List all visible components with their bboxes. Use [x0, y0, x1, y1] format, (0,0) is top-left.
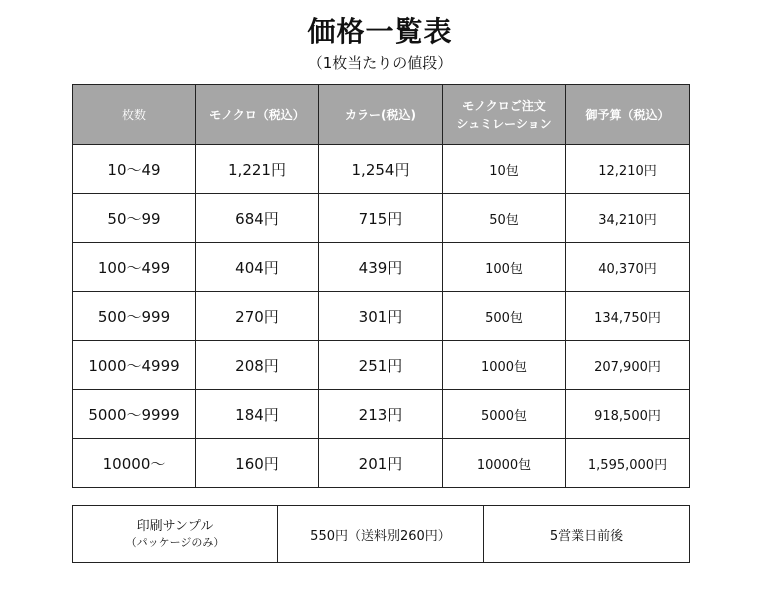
header-color-price: カラー(税込): [319, 85, 443, 145]
cell-mono-price: 404円: [196, 243, 319, 292]
cell-mono-price: 160円: [196, 439, 319, 488]
sample-row: [73, 506, 690, 563]
cell-color-price: 201円: [319, 439, 443, 488]
table-row: [73, 390, 690, 439]
cell-color-price: 301円: [319, 292, 443, 341]
cell-mono-price: 684円: [196, 194, 319, 243]
header-quantity: 枚数: [73, 85, 196, 145]
cell-mono-price: 270円: [196, 292, 319, 341]
cell-mono-price: 208円: [196, 341, 319, 390]
table-row: [73, 194, 690, 243]
cell-simulation: 10000包: [443, 439, 566, 488]
sample-table: [72, 505, 690, 563]
cell-quantity: 5000〜9999: [73, 390, 196, 439]
table-row: [73, 341, 690, 390]
header-mono-price: モノクロ（税込）: [196, 85, 319, 145]
cell-budget: 134,750円: [566, 292, 690, 341]
cell-quantity: 100〜499: [73, 243, 196, 292]
price-table-header-row: [73, 85, 690, 145]
cell-quantity: 500〜999: [73, 292, 196, 341]
cell-color-price: 439円: [319, 243, 443, 292]
page-subtitle: （1枚当たりの値段）: [307, 54, 453, 72]
cell-simulation: 50包: [443, 194, 566, 243]
sample-label-cell: [73, 506, 278, 563]
header-mono-simulation: モノクロご注文 シュミレーション: [443, 85, 566, 145]
sample-delivery: 5営業日前後: [484, 506, 690, 563]
cell-simulation: 100包: [443, 243, 566, 292]
cell-color-price: 251円: [319, 341, 443, 390]
sample-price: 550円（送料別260円）: [278, 506, 484, 563]
cell-color-price: 213円: [319, 390, 443, 439]
cell-budget: 34,210円: [566, 194, 690, 243]
table-row: [73, 439, 690, 488]
page-title: 価格一覧表: [307, 15, 453, 48]
cell-mono-price: 1,221円: [196, 145, 319, 194]
cell-simulation: 10包: [443, 145, 566, 194]
cell-quantity: 1000〜4999: [73, 341, 196, 390]
header-budget: 御予算（税込）: [566, 85, 690, 145]
cell-simulation: 1000包: [443, 341, 566, 390]
price-table: [72, 84, 690, 488]
table-row: [73, 243, 690, 292]
cell-budget: 207,900円: [566, 341, 690, 390]
cell-quantity: 10000〜: [73, 439, 196, 488]
cell-budget: 12,210円: [566, 145, 690, 194]
cell-mono-price: 184円: [196, 390, 319, 439]
cell-budget: 40,370円: [566, 243, 690, 292]
cell-simulation: 5000包: [443, 390, 566, 439]
cell-color-price: 715円: [319, 194, 443, 243]
cell-budget: 1,595,000円: [566, 439, 690, 488]
table-row: [73, 292, 690, 341]
table-row: [73, 145, 690, 194]
cell-quantity: 50〜99: [73, 194, 196, 243]
cell-color-price: 1,254円: [319, 145, 443, 194]
sample-label: 印刷サンプル: [136, 519, 214, 534]
cell-quantity: 10〜49: [73, 145, 196, 194]
cell-budget: 918,500円: [566, 390, 690, 439]
sample-sublabel: （パッケージのみ）: [125, 536, 225, 549]
cell-simulation: 500包: [443, 292, 566, 341]
